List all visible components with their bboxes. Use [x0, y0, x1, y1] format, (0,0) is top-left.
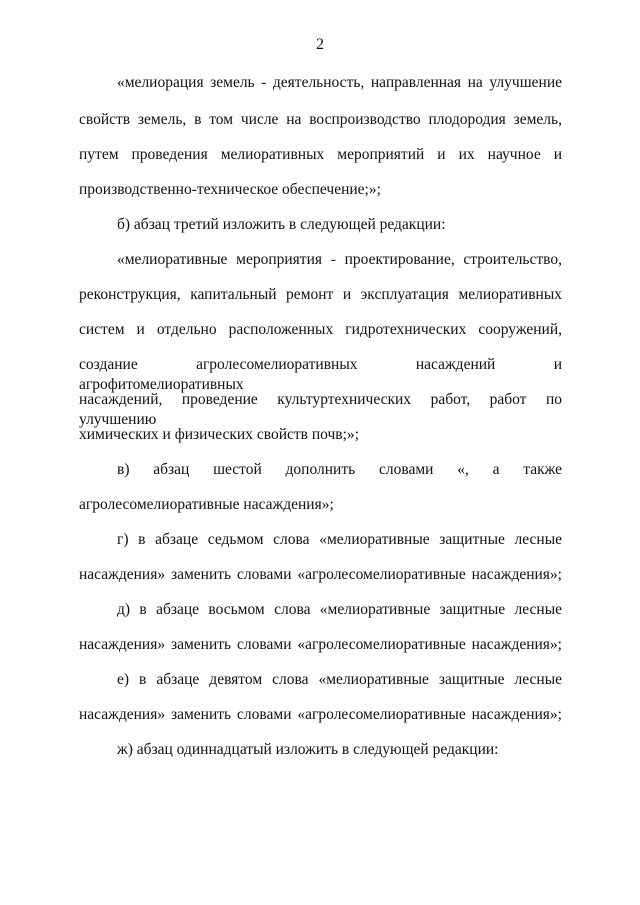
text-line: агролесомелиоративные насаждения»; [79, 496, 334, 513]
text-line: создание агролесомелиоративных насаждений и агрофитомелиоративных [79, 356, 562, 393]
page-number: 2 [316, 36, 324, 53]
text-line: производственно-техническое обеспечение;»; [79, 181, 381, 198]
text-line: насаждения» заменить словами «агролесомелиоративные насаждения»; [79, 636, 562, 653]
text-line: путем проведения мелиоративных мероприятий и их научное и [79, 146, 562, 163]
text-line: насаждений, проведение культуртехнических работ, работ по улучшению [79, 391, 562, 428]
text-line: г) в абзаце седьмом слова «мелиоративные защитные лесные [117, 531, 562, 548]
text-line: насаждения» заменить словами «агролесомелиоративные насаждения»; [79, 566, 562, 583]
text-line: ж) абзац одиннадцатый изложить в следующей редакции: [117, 741, 499, 758]
text-line: насаждения» заменить словами «агролесомелиоративные насаждения»; [79, 706, 562, 723]
text-line: д) в абзаце восьмом слова «мелиоративные защитные лесные [117, 601, 562, 618]
text-line: реконструкция, капитальный ремонт и эксплуатация мелиоративных [79, 286, 562, 303]
text-line: б) абзац третий изложить в следующей редакции: [117, 216, 446, 233]
text-line: в) абзац шестой дополнить словами «, а также [117, 461, 562, 478]
text-line: «мелиорация земель - деятельность, направленная на улучшение [117, 74, 562, 91]
text-line: е) в абзаце девятом слова «мелиоративные защитные лесные [117, 671, 562, 688]
text-line: свойств земель, в том числе на воспроизводство плодородия земель, [79, 111, 562, 128]
text-line: «мелиоративные мероприятия - проектирование, строительство, [117, 251, 562, 268]
text-line: химических и физических свойств почв;»; [79, 426, 359, 443]
text-line: систем и отдельно расположенных гидротехнических сооружений, [79, 321, 562, 338]
